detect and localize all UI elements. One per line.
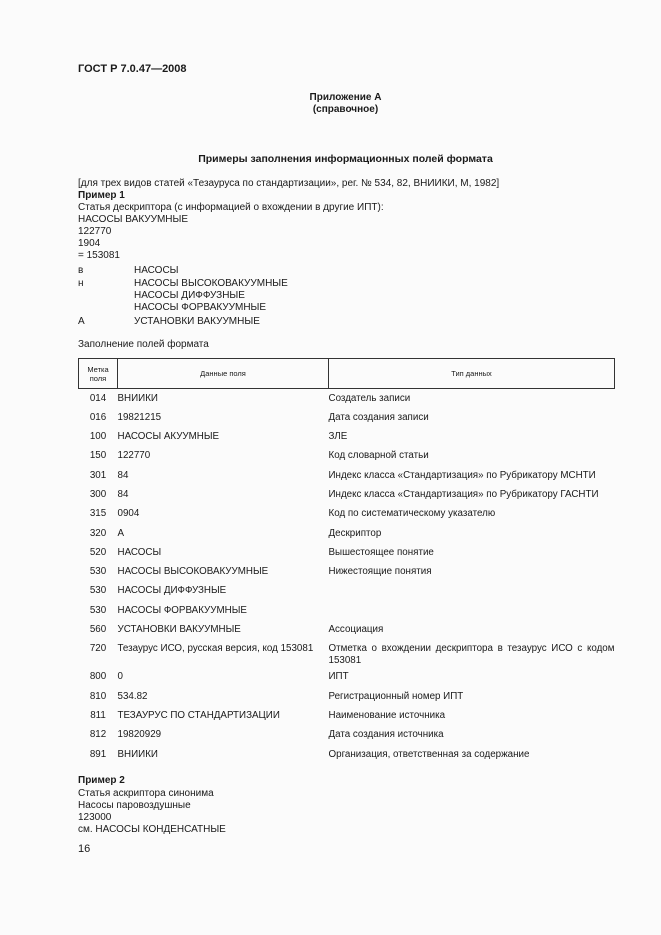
relation-code: н xyxy=(78,278,84,289)
field-data: ВНИИКИ xyxy=(117,393,158,404)
field-type: Наименование источника xyxy=(328,709,446,721)
field-tag: 800 xyxy=(89,671,107,683)
field-tag: 315 xyxy=(89,508,107,520)
field-data: ВНИИКИ xyxy=(117,748,158,760)
example1-line: 1904 xyxy=(78,238,101,249)
appendix-subtitle: (справочное) xyxy=(312,104,379,115)
field-data: Тезаурус ИСО, русская версия, код 153081 xyxy=(117,643,314,655)
intro-text: [для трех видов статей «Тезауруса по стандартизации», рег. № 534, 82, ВНИИКИ, М, 1982] xyxy=(78,178,500,189)
table-row xyxy=(79,639,615,667)
example2-line: Насосы паровоздушные xyxy=(78,800,191,811)
table-row xyxy=(79,446,615,465)
field-data: 0904 xyxy=(117,508,140,520)
table-row xyxy=(79,389,615,408)
field-tag: 520 xyxy=(89,546,107,558)
field-type: Индекс класса «Стандартизация» по Рубрикатору ГАСНТИ xyxy=(328,488,599,500)
field-tag: 720 xyxy=(89,643,107,655)
field-data: 19821215 xyxy=(117,411,162,423)
table-header-row xyxy=(79,359,615,389)
field-data: НАСОСЫ ВЫСОКОВАКУУМНЫЕ xyxy=(117,566,269,578)
table-row xyxy=(79,524,615,543)
relation-term: НАСОСЫ ДИФФУЗНЫЕ xyxy=(134,290,245,301)
document-header: ГОСТ Р 7.0.47—2008 xyxy=(78,63,187,75)
table-row xyxy=(79,562,615,581)
field-type: Индекс класса «Стандартизация» по Рубрикатору МСНТИ xyxy=(328,469,596,481)
field-data: А xyxy=(117,527,125,539)
table-row xyxy=(79,504,615,523)
header-type: Тип данных xyxy=(329,359,615,389)
table-row xyxy=(79,620,615,639)
table-row xyxy=(79,706,615,725)
field-data: НАСОСЫ ДИФФУЗНЫЕ xyxy=(117,585,227,597)
example2-line: 123000 xyxy=(78,812,112,823)
field-tag: 016 xyxy=(89,411,107,423)
field-tag: 811 xyxy=(90,709,106,721)
header-data: Данные поля xyxy=(118,359,329,389)
field-tag: 530 xyxy=(89,604,107,616)
table-caption: Заполнение полей формата xyxy=(78,339,209,350)
field-data: 534.82 xyxy=(117,690,148,702)
field-data: 19820929 xyxy=(117,729,162,741)
field-tag: 891 xyxy=(89,748,107,760)
field-tag: 530 xyxy=(89,585,107,597)
table-row xyxy=(79,725,615,744)
table-row xyxy=(79,427,615,446)
table-row xyxy=(79,485,615,504)
relation-code: в xyxy=(78,265,84,276)
field-type: ЗЛЕ xyxy=(328,431,348,443)
table-row xyxy=(79,601,615,620)
example2-heading: Пример 2 xyxy=(78,775,125,786)
relation-term: УСТАНОВКИ ВАКУУМНЫЕ xyxy=(134,316,260,327)
appendix-title: Приложение А xyxy=(309,92,382,103)
field-tag: 301 xyxy=(89,469,107,481)
field-tag: 300 xyxy=(89,488,107,500)
table-row xyxy=(79,466,615,485)
page-number: 16 xyxy=(78,843,91,855)
field-type xyxy=(329,601,615,620)
field-type: Создатель записи xyxy=(328,393,411,404)
table-row xyxy=(79,408,615,427)
table-row xyxy=(79,543,615,562)
example1-line: = 153081 xyxy=(78,250,120,261)
field-type: Код по систематическому указателю xyxy=(328,508,496,520)
field-data: 122770 xyxy=(117,450,151,462)
example1-line: 122770 xyxy=(78,226,112,237)
field-tag: 014 xyxy=(89,393,107,404)
field-data: УСТАНОВКИ ВАКУУМНЫЕ xyxy=(117,624,241,636)
format-table xyxy=(78,358,615,764)
field-tag: 812 xyxy=(89,729,107,741)
table-row xyxy=(79,745,615,764)
field-type: Дата создания записи xyxy=(328,411,429,423)
field-type: ИПТ xyxy=(328,671,349,683)
field-tag: 100 xyxy=(89,431,107,443)
relation-term: НАСОСЫ ФОРВАКУУМНЫЕ xyxy=(134,302,267,313)
field-data: 84 xyxy=(117,488,129,500)
section-title: Примеры заполнения информационных полей формата xyxy=(198,153,493,165)
relation-term: НАСОСЫ ВЫСОКОВАКУУМНЫЕ xyxy=(134,278,288,289)
field-type: Регистрационный номер ИПТ xyxy=(328,690,464,702)
field-tag: 150 xyxy=(89,450,107,462)
field-type xyxy=(329,581,615,600)
field-type: Вышестоящее понятие xyxy=(328,546,434,558)
field-data: 84 xyxy=(117,469,129,481)
table-row xyxy=(79,687,615,706)
field-type: Организация, ответственная за содержание xyxy=(328,748,530,760)
field-data: ТЕЗАУРУС ПО СТАНДАРТИЗАЦИИ xyxy=(117,709,280,721)
field-tag: 810 xyxy=(89,690,107,702)
header-label: Метка поля xyxy=(79,359,118,389)
table-row xyxy=(79,667,615,686)
field-type: Отметка о вхождении дескриптора в тезаурус ИСО с кодом 153081 xyxy=(328,643,615,667)
field-type: Дескриптор xyxy=(328,527,382,539)
field-tag: 530 xyxy=(89,566,107,578)
field-data: НАСОСЫ xyxy=(117,546,162,558)
relation-term: НАСОСЫ xyxy=(134,265,179,276)
relation-code: А xyxy=(78,316,85,327)
field-data: 0 xyxy=(117,671,123,683)
field-type: Код словарной статьи xyxy=(328,450,429,462)
field-type: Нижестоящие понятия xyxy=(328,566,432,578)
field-type: Ассоциация xyxy=(328,624,384,636)
example1-line: НАСОСЫ ВАКУУМНЫЕ xyxy=(78,214,189,225)
example1-heading: Пример 1 xyxy=(78,190,125,201)
field-tag: 560 xyxy=(89,624,107,636)
example2-line: см. НАСОСЫ КОНДЕНСАТНЫЕ xyxy=(78,824,226,835)
table-row xyxy=(79,581,615,600)
example1-line: Статья дескриптора (с информацией о вхождении в другие ИПТ): xyxy=(78,202,384,213)
field-data: НАСОСЫ ФОРВАКУУМНЫЕ xyxy=(117,604,247,616)
example2-line: Статья аскриптора синонима xyxy=(78,788,214,799)
field-type: Дата создания источника xyxy=(328,729,444,741)
field-tag: 320 xyxy=(89,527,107,539)
field-data: НАСОСЫ АКУУМНЫЕ xyxy=(117,431,220,443)
